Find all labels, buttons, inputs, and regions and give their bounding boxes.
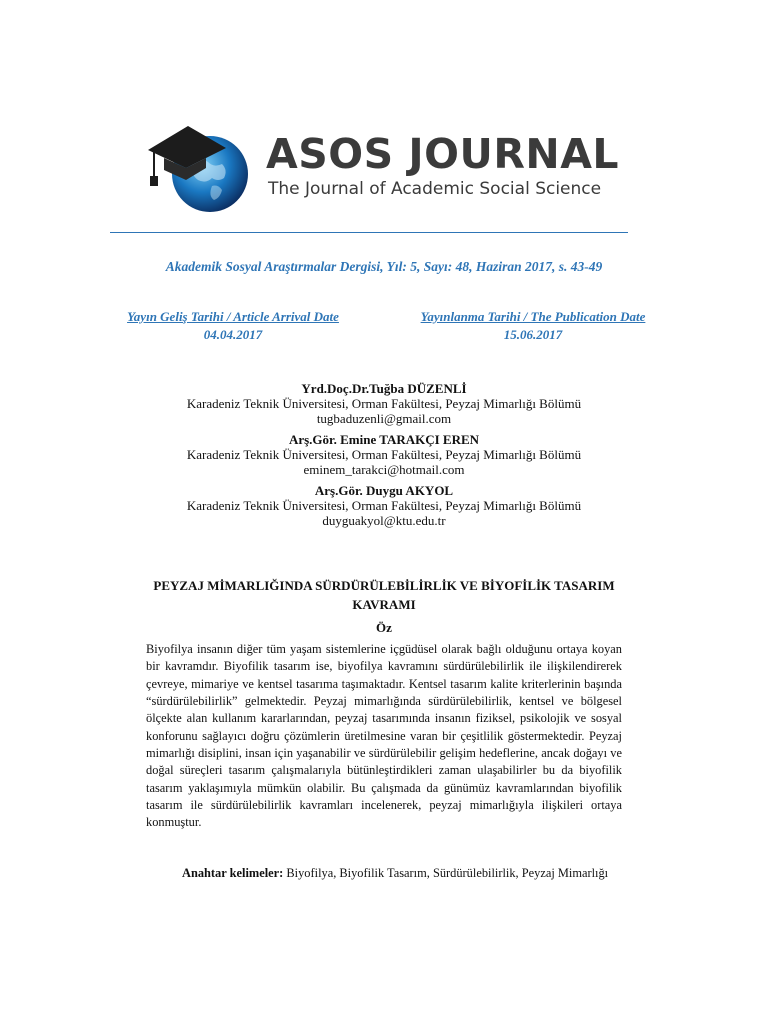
arrival-date-label: Yayın Geliş Tarihi / Article Arrival Date	[127, 309, 339, 324]
journal-logo-title: ASOS JOURNAL	[266, 130, 620, 178]
publication-date-block	[402, 308, 664, 344]
author-affiliation: Karadeniz Teknik Üniversitesi, Orman Fakültesi, Peyzaj Mimarlığı Bölümü	[186, 447, 582, 462]
abstract-text: Biyofilya insanın diğer tüm yaşam sistemlerine içgüdüsel olarak bağlı olduğunu ortaya koyan bir kavramdır. Biyofilik tasarım ise, biyofilya kavramını sürdürülebilirlik ile ilişkilendirerek çevreye, mimariye ve kentsel tasarıma taşımaktadır. Kentsel tasarım kalite kriterlerinin başında “sürdürülebilirlik” gelmektedir. Peyzaj mimarlığında sürdürülebilirlik, kentsel ve bölgesel ölçekte alan kullanım kararlarından, peyzaj tasarımında insanın fiziksel, psikolojik ve sosyal konforunu sağlayıcı doğru çözümlerin üretilmesine varan bir çeşitlilik göstermektedir. Peyzaj mimarlığı disiplini, insan için yaşanabilir ve sürdürülebilir gelişim hedeflerine, ancak doğayı ve doğal süreçleri tasarım çalışmalarıyla bütünleştirdikleri zaman ulaşabilirler bu da biyofilik tasarım yaklaşımıyla mümkün olabilir. Bu çalışmada da günümüz kavramlarından biyofilik tasarım ile sürdürülebilirlik kavramları incelenerek, peyzaj mimarlığıyla ilişkileri ortaya konmuştur.	[146, 642, 622, 830]
author-list	[0, 381, 768, 534]
author-email: eminem_tarakci@hotmail.com	[303, 462, 465, 477]
author-name: Arş.Gör. Duygu AKYOL	[314, 483, 454, 498]
abstract-heading: Öz	[376, 620, 392, 635]
author-email: tugbaduzenli@gmail.com	[316, 411, 452, 426]
author-block	[0, 381, 768, 426]
author-block	[0, 432, 768, 477]
paper-title: PEYZAJ MİMARLIĞINDA SÜRDÜRÜLEBİLİRLİK VE BİYOFİLİK TASARIM KAVRAMI	[153, 578, 615, 612]
keywords	[146, 864, 622, 883]
keywords-label: Anahtar kelimeler:	[182, 866, 284, 880]
issue-line: Akademik Sosyal Araştırmalar Dergisi, Yıl: 5, Sayı: 48, Haziran 2017, s. 43-49	[165, 259, 603, 274]
header-divider	[110, 232, 628, 233]
journal-logo	[140, 118, 630, 218]
publication-date-value: 15.06.2017	[503, 327, 563, 342]
author-email: duyguakyol@ktu.edu.tr	[322, 513, 446, 528]
author-name: Yrd.Doç.Dr.Tuğba DÜZENLİ	[301, 381, 467, 396]
graduation-cap-globe-icon	[140, 118, 260, 218]
arrival-date-block	[112, 308, 354, 344]
author-affiliation: Karadeniz Teknik Üniversitesi, Orman Fakültesi, Peyzaj Mimarlığı Bölümü	[186, 396, 582, 411]
arrival-date-value: 04.04.2017	[203, 327, 263, 342]
publication-date-label: Yayınlanma Tarihi / The Publication Date	[420, 309, 646, 324]
keywords-value: Biyofilya, Biyofilik Tasarım, Sürdürülebilirlik, Peyzaj Mimarlığı	[286, 866, 609, 880]
author-block	[0, 483, 768, 528]
journal-logo-subtitle: The Journal of Academic Social Science	[268, 179, 602, 199]
author-name: Arş.Gör. Emine TARAKÇI EREN	[288, 432, 480, 447]
author-affiliation: Karadeniz Teknik Üniversitesi, Orman Fakültesi, Peyzaj Mimarlığı Bölümü	[186, 498, 582, 513]
